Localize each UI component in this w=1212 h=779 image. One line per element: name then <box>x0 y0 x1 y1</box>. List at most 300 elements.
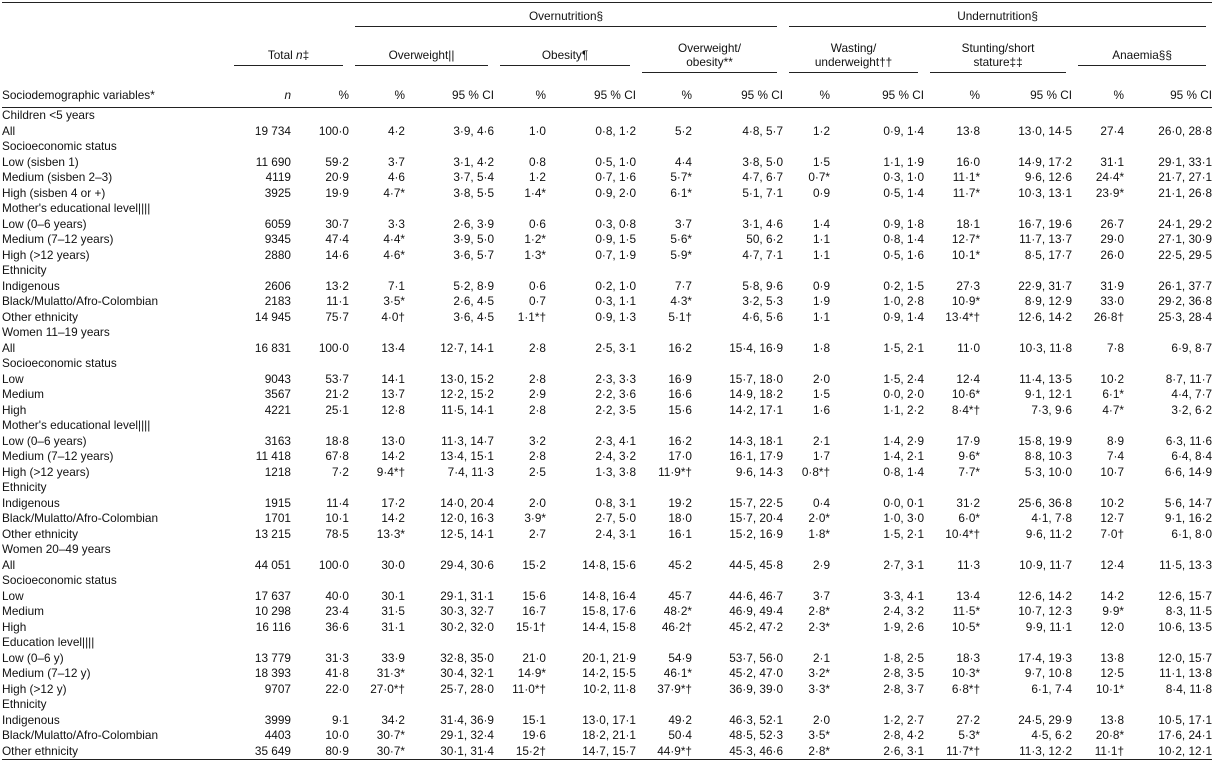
table-cell: 0·5, 1·0 <box>595 154 636 169</box>
table-cell: 1·4 <box>812 216 831 231</box>
table-cell: 3·3* <box>808 681 831 696</box>
pct-column-heading: % <box>494 82 546 108</box>
table-cell: 13·4*† <box>945 309 981 324</box>
table-cell: 5·1, 7·1 <box>742 185 784 200</box>
table-cell: 10·7 <box>1100 464 1125 479</box>
table-cell: 11·0*† <box>512 681 546 696</box>
pct-column-heading: % <box>291 82 349 108</box>
table-cell: 15·6 <box>522 588 546 603</box>
table-cell: 23·9* <box>1095 185 1125 200</box>
table-cell: 27·3 <box>956 278 981 293</box>
table-cell: 12·4 <box>1100 557 1125 572</box>
table-cell: 20·9 <box>325 170 349 184</box>
table-cell: 0·3, 0·8 <box>595 216 636 231</box>
table-cell: 14·7, 15·7 <box>546 744 636 760</box>
table-cell: 6·1* <box>1102 387 1125 401</box>
table-cell: 12·5, 14·1 <box>440 526 494 541</box>
table-cell: 8·9 <box>1106 433 1125 448</box>
table-cell: 26·7 <box>1100 216 1125 231</box>
table-cell: 10·5* <box>951 619 981 634</box>
table-cell: 26·8† <box>1093 309 1125 324</box>
table-cell: 2·8, 3·5 <box>883 666 925 680</box>
row-label: Socioeconomic status <box>2 573 117 587</box>
table-cell: 2·6, 3·9 <box>453 216 494 231</box>
table-cell: 10·5, 17·1 <box>1158 712 1212 727</box>
table-cell: 4·6 <box>387 170 405 184</box>
table-cell: 11·1* <box>952 170 981 184</box>
table-cell: 13·4 <box>381 340 405 355</box>
row-label: Medium (7–12 years) <box>2 232 114 246</box>
table-row <box>2 682 1212 698</box>
table-cell: 44·6, 46·7 <box>729 588 784 603</box>
table-cell: 0·9, 1·4 <box>883 123 925 138</box>
table-cell: 10·6, 13·5 <box>1158 619 1212 634</box>
table-cell: 75·7 <box>325 309 349 324</box>
table-cell: 9·7, 10·8 <box>1024 666 1073 680</box>
table-cell: 5·9* <box>670 247 692 262</box>
table-cell: 3·1, 4·6 <box>742 216 784 231</box>
table-cell: 9345 <box>264 232 291 246</box>
table-cell: 25·7, 28·0 <box>440 681 494 696</box>
table-cell: 35 649 <box>228 744 291 760</box>
table-cell: 2·2, 3·5 <box>595 402 636 417</box>
table-cell: 2·0 <box>812 371 831 386</box>
table-cell: 10·2, 12·1 <box>1124 744 1212 760</box>
table-cell: 4·7, 6·7 <box>742 170 784 184</box>
table-cell: 1218 <box>264 464 291 479</box>
table-cell: 2·6, 3·1 <box>830 744 924 760</box>
table-cell: 2·3* <box>808 619 831 634</box>
table-cell: 31·2 <box>956 495 981 510</box>
table-row <box>2 341 1212 357</box>
table-cell: 13·8 <box>1100 712 1125 727</box>
table-cell: 10·6* <box>951 387 981 401</box>
table-cell: 7·7 <box>674 278 692 293</box>
table-cell: 9·4*† <box>376 464 405 479</box>
table-cell: 4·4, 7·7 <box>1171 387 1212 401</box>
table-cell: 2·8 <box>528 449 546 463</box>
table-cell: 1·0 <box>528 123 546 138</box>
table-cell: 15·4, 16·9 <box>729 340 784 355</box>
table-cell: 45·7 <box>668 588 692 603</box>
table-cell: 0·0, 2·0 <box>883 387 925 401</box>
ci-column-heading: 95 % CI <box>405 82 494 108</box>
table-row <box>2 713 1212 729</box>
table-cell: 14·6 <box>325 247 349 262</box>
table-cell: 27·0*† <box>370 681 405 696</box>
table-cell: 1·4, 2·9 <box>883 433 925 448</box>
table-section-row <box>2 635 1212 651</box>
table-cell: 3·5* <box>383 294 405 308</box>
row-label: Ethnicity <box>2 480 47 494</box>
table-cell: 12·7 <box>1100 511 1125 525</box>
row-label: Education level|||| <box>2 635 95 649</box>
table-cell: 16 831 <box>254 340 291 355</box>
table-cell: 50·4 <box>668 728 692 742</box>
table-cell: 14·9, 18·2 <box>729 387 784 401</box>
table-cell: 7·7* <box>958 464 981 479</box>
table-cell: 49·2 <box>668 712 692 727</box>
table-cell: 19·9 <box>325 185 349 200</box>
table-cell: 6·4, 8·4 <box>1171 449 1212 463</box>
table-section-row <box>2 542 1212 558</box>
table-cell: 12·4 <box>956 371 981 386</box>
anaemia-heading: Anaemia§§ <box>1078 48 1206 66</box>
table-cell: 21·7, 27·1 <box>1158 170 1212 184</box>
table-cell: 30·4, 32·1 <box>440 666 494 680</box>
table-cell: 67·8 <box>325 449 349 463</box>
table-cell: 10·2 <box>1100 371 1125 386</box>
table-cell: 3·9, 5·0 <box>453 232 494 246</box>
table-cell: 2·4, 3·2 <box>883 604 925 618</box>
table-cell: 2·5 <box>528 464 546 479</box>
table-cell: 12·7, 14·1 <box>440 340 494 355</box>
table-cell: 12·8 <box>381 402 405 417</box>
table-cell: 6·6, 14·9 <box>1164 464 1212 479</box>
table-cell: 10·4*† <box>945 526 981 541</box>
table-cell: 18·1 <box>956 216 981 231</box>
table-cell: 15·2† <box>494 744 546 760</box>
table-cell: 29·1, 32·4 <box>440 728 494 742</box>
table-cell: 2·9 <box>528 387 546 401</box>
table-cell: 9·6, 11·2 <box>1025 526 1073 541</box>
table-cell: 7·1 <box>387 278 405 293</box>
table-cell: 16·0 <box>956 154 981 169</box>
table-cell: 11·7, 13·7 <box>1019 232 1073 246</box>
table-cell: 20·1, 21·9 <box>582 650 636 665</box>
row-label: High (>12 years) <box>2 247 90 262</box>
table-cell: 13 779 <box>254 650 291 665</box>
table-cell: 2·0* <box>808 511 831 525</box>
table-cell: 15·1† <box>515 619 546 634</box>
row-label-heading: Sociodemographic variables* <box>2 82 228 108</box>
table-cell: 2·6, 4·5 <box>453 294 494 308</box>
table-cell: 7·4, 11·3 <box>447 464 494 479</box>
table-cell: 17·6, 24·1 <box>1158 728 1212 742</box>
table-cell: 45·3, 46·6 <box>692 744 783 760</box>
row-label: Medium <box>2 604 44 618</box>
table-cell: 4119 <box>265 170 291 184</box>
table-cell: 0·8, 1·4 <box>883 464 925 479</box>
stunting-heading: Stunting/short stature‡‡ <box>930 41 1066 73</box>
table-cell: 32·8, 35·0 <box>440 650 494 665</box>
table-cell: 11·3 <box>957 557 981 572</box>
table-section-row <box>2 418 1212 434</box>
table-cell: 24·4* <box>1095 170 1125 184</box>
row-label: Low (0–6 years) <box>2 433 87 448</box>
row-label: High (sisben 4 or +) <box>2 185 106 200</box>
table-cell: 18·3 <box>956 650 981 665</box>
table-cell: 7·8 <box>1106 340 1125 355</box>
table-row <box>2 651 1212 667</box>
table-cell: 4·4* <box>383 232 405 246</box>
table-cell: 8·7, 11·7 <box>1165 371 1212 386</box>
ci-column-heading: 95 % CI <box>1124 82 1212 108</box>
table-cell: 12·7* <box>951 232 981 246</box>
table-cell: 10·0 <box>325 728 349 742</box>
table-row <box>2 527 1212 543</box>
table-cell: 1·1 <box>812 232 831 246</box>
table-cell: 7·0† <box>1100 526 1125 541</box>
table-cell: 1·8, 2·5 <box>883 650 925 665</box>
table-cell: 5·7* <box>670 170 692 184</box>
table-cell: 9·1, 16·2 <box>1164 511 1212 525</box>
table-cell: 48·5, 52·3 <box>729 728 784 742</box>
table-cell: 48·2* <box>663 604 692 618</box>
table-cell: 2·3, 3·3 <box>595 371 636 386</box>
obesity-heading: Obesity¶ <box>500 48 630 66</box>
table-row <box>2 434 1212 450</box>
table-cell: 46·9, 49·4 <box>729 604 784 618</box>
table-cell: 13·4, 15·1 <box>440 449 494 463</box>
table-cell: 9·6, 14·3 <box>735 464 784 479</box>
ci-column-heading: 95 % CI <box>692 82 783 108</box>
table-cell: 4·3* <box>670 294 692 308</box>
table-cell: 37·9*† <box>657 681 692 696</box>
table-cell: 4·0† <box>381 309 405 324</box>
table-cell: 3·7, 5·4 <box>453 170 494 184</box>
table-cell: 0·8 <box>528 154 546 169</box>
table-cell: 4·8, 5·7 <box>742 123 784 138</box>
table-cell: 2·0 <box>528 495 546 510</box>
n-column-heading: n <box>228 82 291 108</box>
table-cell: 24·1, 29·2 <box>1158 216 1212 231</box>
table-cell: 44·5, 45·8 <box>729 557 784 572</box>
row-label: Mother's educational level|||| <box>2 201 151 215</box>
table-cell: 4·7* <box>1102 402 1125 417</box>
table-cell: 31·9 <box>1100 278 1125 293</box>
table-cell: 0·2, 1·5 <box>883 278 925 293</box>
table-cell: 13·7 <box>381 387 405 401</box>
table-cell: 45·2 <box>668 557 692 572</box>
table-cell: 0·8, 1·4 <box>883 232 925 246</box>
table-cell: 1·8 <box>812 340 831 355</box>
table-cell: 0·8, 1·2 <box>595 123 636 138</box>
table-cell: 14·9* <box>517 666 546 680</box>
table-cell: 8·8, 10·3 <box>1024 449 1073 463</box>
table-cell: 29·4, 30·6 <box>440 557 494 572</box>
table-cell: 21·0 <box>522 650 546 665</box>
table-cell: 6·1, 7·4 <box>1031 681 1073 696</box>
table-cell: 4·4 <box>674 154 692 169</box>
table-cell: 16·2 <box>668 433 692 448</box>
row-label: High <box>2 619 27 634</box>
table-cell: 14·2 <box>381 449 405 463</box>
table-cell: 16·6 <box>668 387 692 401</box>
table-cell: 1·6 <box>812 402 831 417</box>
table-cell: 3·8, 5·5 <box>453 185 494 200</box>
table-cell: 7·4 <box>1106 449 1125 463</box>
table-cell: 3·5* <box>808 728 831 742</box>
table-cell: 0·9, 1·3 <box>595 309 636 324</box>
table-cell: 53·7 <box>325 371 349 386</box>
table-cell: 20·8* <box>1095 728 1125 742</box>
table-cell: 10·3, 13·1 <box>1018 185 1073 200</box>
table-cell: 13·0, 17·1 <box>582 712 636 727</box>
row-label: Other ethnicity <box>2 526 79 541</box>
table-cell: 15·8, 17·6 <box>582 604 636 618</box>
table-row <box>2 310 1212 326</box>
table-cell: 14 945 <box>254 309 291 324</box>
table-cell: 15·7, 22·5 <box>729 495 784 510</box>
table-row <box>2 217 1212 233</box>
table-cell: 1·5 <box>812 154 831 169</box>
table-cell: 2·4, 3·2 <box>595 449 636 463</box>
table-cell: 16·7 <box>522 604 546 618</box>
table-cell: 1·2* <box>524 232 546 246</box>
table-cell: 2·5, 3·1 <box>595 340 636 355</box>
table-cell: 16·2 <box>668 340 692 355</box>
table-cell: 47·4 <box>325 232 349 246</box>
table-cell: 11·7* <box>952 185 981 200</box>
table-cell: 3·9* <box>524 511 546 525</box>
table-cell: 11·5* <box>952 604 981 618</box>
table-cell: 1·3* <box>524 247 546 262</box>
table-cell: 17·2 <box>381 495 405 510</box>
table-cell: 14·1 <box>381 371 405 386</box>
table-cell: 0·7, 1·6 <box>595 170 636 184</box>
ci-column-heading: 95 % CI <box>830 82 924 108</box>
table-row <box>2 403 1212 419</box>
table-cell: 1·2, 2·7 <box>883 712 925 727</box>
table-cell: 3·3 <box>387 216 405 231</box>
table-cell: 11·3, 14·7 <box>441 433 494 448</box>
table-cell: 13·3* <box>376 526 405 541</box>
table-cell: 0·0, 0·1 <box>883 495 925 510</box>
table-cell: 5·2 <box>674 123 692 138</box>
table-cell: 10·9, 11·7 <box>1019 557 1073 572</box>
table-row <box>2 511 1212 527</box>
table-cell: 9·1 <box>331 712 349 727</box>
row-label: Socioeconomic status <box>2 356 117 370</box>
row-label: High (>12 y) <box>2 681 67 696</box>
table-cell: 30·7* <box>376 728 405 742</box>
table-cell: 3925 <box>264 185 291 200</box>
table-cell: 14·0, 20·4 <box>440 495 494 510</box>
row-label: Ethnicity <box>2 697 47 711</box>
overweight-heading: Overweight|| <box>355 48 488 66</box>
table-cell: 19 734 <box>254 123 291 138</box>
table-cell: 1·7 <box>812 449 831 463</box>
table-cell: 46·3, 52·1 <box>729 712 784 727</box>
table-cell: 6·1* <box>670 185 692 200</box>
row-label: Women 20–49 years <box>2 542 111 556</box>
table-cell: 3·2 <box>528 433 546 448</box>
table-cell: 3·1, 4·2 <box>453 154 494 169</box>
table-cell: 30·7 <box>325 216 349 231</box>
table-cell: 4·7* <box>383 185 405 200</box>
table-row <box>2 604 1212 620</box>
table-cell: 53·7, 56·0 <box>729 650 784 665</box>
table-section-row <box>2 480 1212 496</box>
table-cell: 0·2, 1·0 <box>595 278 636 293</box>
table-cell: 12·0, 15·7 <box>1158 650 1212 665</box>
table-cell: 15·8, 19·9 <box>1018 433 1073 448</box>
table-cell: 44 051 <box>254 557 291 572</box>
table-cell: 17·0 <box>668 449 692 463</box>
table-section-row <box>2 201 1212 217</box>
table-cell: 11·1, 13·8 <box>1159 666 1212 680</box>
table-cell: 0·9, 1·8 <box>883 216 925 231</box>
table-cell: 1·2 <box>528 170 546 184</box>
table-cell: 5·3, 10·0 <box>1024 464 1073 479</box>
row-label: Low (sisben 1) <box>2 154 79 169</box>
table-cell: 41·8 <box>325 666 349 680</box>
table-cell: 31·1 <box>1100 154 1125 169</box>
table-cell: 6059 <box>264 216 291 231</box>
table-cell: 5·6* <box>670 232 692 246</box>
table-cell: 78·5 <box>325 526 349 541</box>
table-row <box>2 387 1212 403</box>
table-cell: 29·2, 36·8 <box>1158 294 1212 308</box>
row-label: Indigenous <box>2 495 60 510</box>
table-cell: 12·6, 15·7 <box>1158 588 1212 603</box>
table-cell: 6·9, 8·7 <box>1171 340 1212 355</box>
table-cell: 6·3, 11·6 <box>1165 433 1212 448</box>
table-cell: 11·5, 13·3 <box>1159 557 1212 572</box>
table-section-row <box>2 573 1212 589</box>
table-cell: 2·3, 4·1 <box>595 433 636 448</box>
table-cell: 4·2 <box>387 123 405 138</box>
table-cell: 4·6* <box>383 247 405 262</box>
table-cell: 3999 <box>264 712 291 727</box>
table-cell: 1·4, 2·1 <box>883 449 925 463</box>
table-cell: 1·8* <box>808 526 831 541</box>
table-cell: 3·2, 5·3 <box>742 294 784 308</box>
table-cell: 30·0 <box>381 557 405 572</box>
table-section-row <box>2 325 1212 341</box>
table-section-row <box>2 263 1212 279</box>
table-cell: 3·7 <box>674 216 692 231</box>
table-cell: 1·9, 2·6 <box>883 619 925 634</box>
table-cell: 13·8 <box>956 123 981 138</box>
table-cell: 3·6, 4·5 <box>453 309 494 324</box>
table-cell: 3·2* <box>808 666 831 680</box>
table-cell: 80·9 <box>291 744 349 760</box>
pct-column-heading: % <box>349 82 405 108</box>
table-cell: 2·2, 3·6 <box>595 387 636 401</box>
table-cell: 31·4, 36·9 <box>440 712 494 727</box>
table-cell: 15·2, 16·9 <box>729 526 784 541</box>
table-cell: 7·3, 9·6 <box>1031 402 1073 417</box>
table-row <box>2 449 1212 465</box>
table-cell: 19·6 <box>522 728 546 742</box>
table-cell: 1·5, 2·4 <box>883 371 925 386</box>
table-row <box>2 465 1212 481</box>
table-cell: 9·6* <box>958 449 981 463</box>
table-cell: 2·8 <box>528 340 546 355</box>
row-label: Low <box>2 588 24 603</box>
table-cell: 27·4 <box>1100 123 1125 138</box>
row-label: Other ethnicity <box>2 744 228 760</box>
table-cell: 26·1, 37·7 <box>1158 278 1212 293</box>
table-cell: 13·8 <box>1100 650 1125 665</box>
table-cell: 14·2 <box>381 511 405 525</box>
table-cell: 13·2 <box>325 278 349 293</box>
table-cell: 10·1 <box>325 511 349 525</box>
table-cell: 31·3 <box>325 650 349 665</box>
row-label: All <box>2 123 16 138</box>
pct-column-heading: % <box>636 82 692 108</box>
table-cell: 18·8 <box>325 433 349 448</box>
table-cell: 12·6, 14·2 <box>1018 309 1073 324</box>
table-cell: 14·4, 15·8 <box>582 619 636 634</box>
table-cell: 8·3, 11·5 <box>1165 604 1212 618</box>
table-cell: 14·3, 18·1 <box>729 433 784 448</box>
table-cell: 16 116 <box>255 619 291 634</box>
table-cell: 25·6, 36·8 <box>1018 495 1073 510</box>
table-cell: 1·1*† <box>517 309 546 324</box>
